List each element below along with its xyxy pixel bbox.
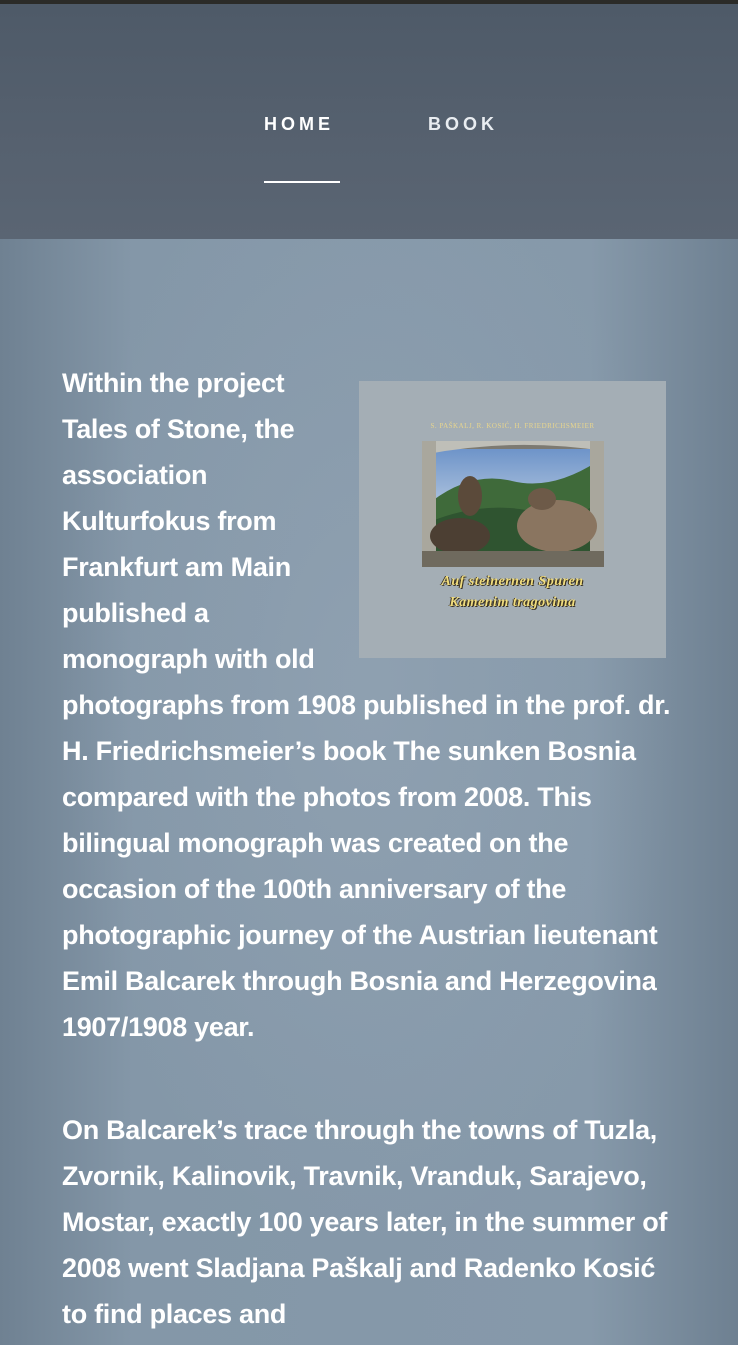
active-nav-indicator <box>264 181 340 183</box>
book-cover-authors: S. PAŠKALJ, R. KOSIĆ, H. FRIEDRICHSMEIER <box>430 422 595 430</box>
main-content <box>0 239 738 1345</box>
nav-item-home[interactable]: HOME <box>264 114 334 134</box>
site-header <box>0 4 738 239</box>
second-paragraph: On Balcarek’s trace through the towns of Tuzla, Zvornik, Kalinovik, Travnik, Vranduk, Sarajevo, Mostar, exactly 100 years later, in the summer of 2008 went Sladjana Paškalj and Radenko Kosić to find places and <box>62 1115 668 1329</box>
book-cover-title-bosnian: Kamenim tragovima <box>449 595 576 610</box>
nav-item-book[interactable]: BOOK <box>428 114 498 134</box>
book-cover-image[interactable] <box>359 381 666 658</box>
cover-photo-illustration <box>422 441 604 567</box>
book-cover-title-german: Auf steinernen Spuren <box>441 574 584 589</box>
intro-paragraph-text: Within the project Tales of Stone, the association Kulturfokus from Frankfurt am Main published a monograph with old photographs from 1908 published in the prof. dr. H. Friedrichsmeier’s book The sunken Bosnia compared with the photos from 2008. This bilingual monograph was created on the occasion of the 100th anniversary of the photographic journey of the Austrian lieutenant Emil Balcarek through Bosnia and Herzegovina 1907/1908 year. <box>62 368 671 1042</box>
intro-paragraph <box>62 360 682 1050</box>
book-cover-photo <box>422 441 604 567</box>
